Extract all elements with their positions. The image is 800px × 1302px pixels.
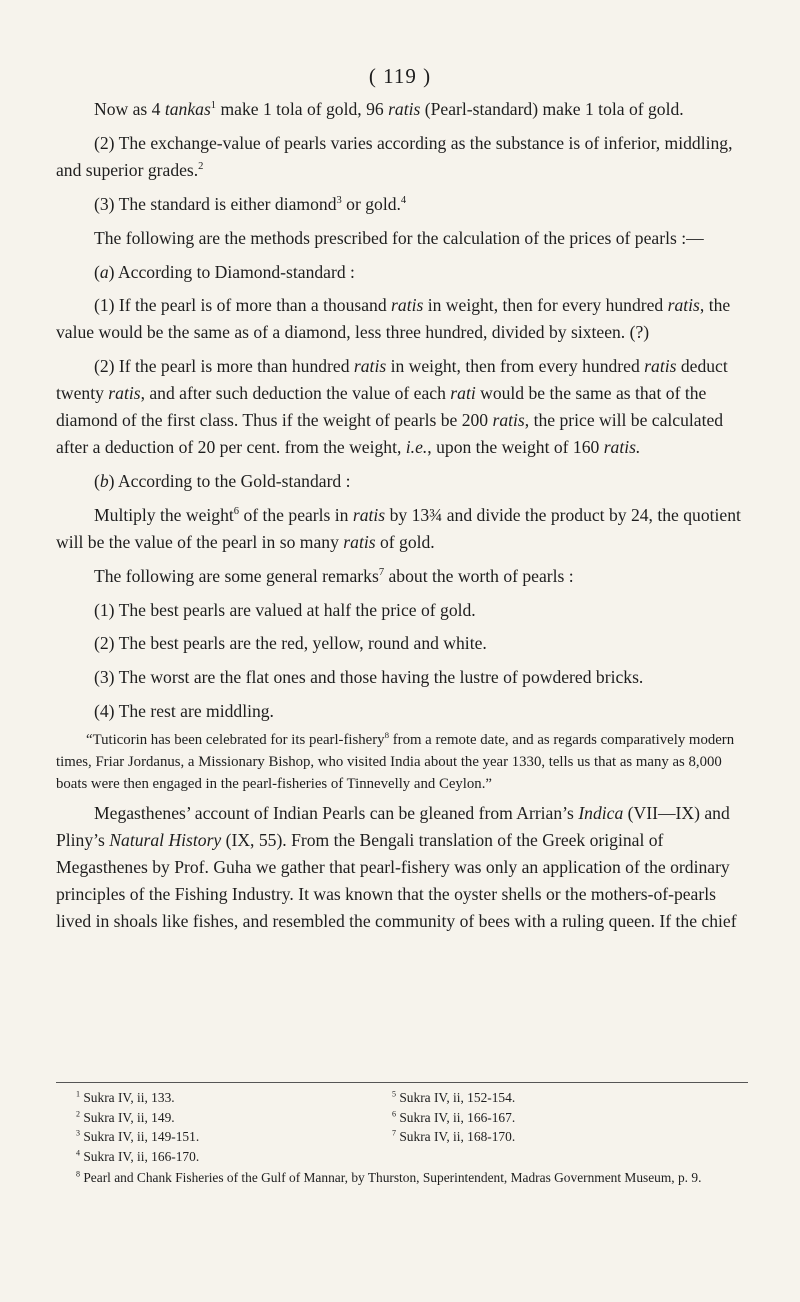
footnotes-right-column (392, 1088, 748, 1166)
list-item (56, 698, 748, 725)
text-run: from a remote date, and as regards comparatively modern times, Friar Jordanus, a Missionary Bishop, who visited India about the year 1330, tells us that as many as 8,000 boats were then engaged in the pearl-fisheries of Tinnevelly and Ceylon.” (56, 732, 735, 793)
footnote-marker: 8 (384, 730, 390, 741)
footnote-marker: 7 (378, 566, 385, 578)
text-run: The following are the methods prescribed for the calculation of the prices of pearls :— (94, 227, 704, 248)
section-heading (56, 468, 748, 495)
footnote-number: 3 (76, 1128, 81, 1138)
italic-term: ratis (644, 356, 677, 377)
footnote (392, 1108, 748, 1128)
footnote (76, 1088, 392, 1108)
text-run: of the pearls in (239, 504, 353, 525)
text-run: (2) The exchange-value of pearls varies according as the substance is of inferior, middling, and superior grades. (56, 132, 733, 180)
footnote-number: 1 (76, 1089, 81, 1099)
footnote-text: Pearl and Chank Fisheries of the Gulf of Mannar, by Thurston, Superintendent, Madras Government Museum, p. 9. (80, 1170, 702, 1185)
text-run: (IX, 55). From the Bengali translation of the Greek original of Megasthenes by Prof. Guha we gather that pearl-fishery was only an application of the ordinary principles of the Fishing Industry. It was known that the oyster shells or the mothers-of-pearls lived in shoals like fishes, and resembled the community of bees with a ruling queen. If the chief (56, 830, 737, 931)
text-run: in weight, then from every hundred (386, 356, 645, 377)
text-run: about the worth of pearls : (384, 565, 574, 586)
list-item (56, 630, 748, 657)
footnote-number: 8 (76, 1169, 81, 1179)
list-item (56, 597, 748, 624)
footnotes-left-column (56, 1088, 392, 1166)
paragraph (56, 225, 748, 252)
footnote-marker: 6 (233, 505, 240, 517)
footnote-text: Sukra IV, ii, 133. (80, 1090, 175, 1105)
text-run: of gold. (375, 531, 435, 552)
footnote-text: Sukra IV, ii, 166-167. (396, 1109, 516, 1125)
text-run: (1) If the pearl is of more than a thousand (94, 295, 392, 316)
text-run: by 13¾ and divide the product by 24, the quotient will be the value of the pearl in so many (56, 504, 741, 552)
italic-term: ratis (667, 295, 700, 316)
italic-term: i.e. (405, 436, 428, 457)
paragraph (56, 130, 748, 184)
text-run: , upon the weight of 160 (427, 436, 604, 457)
page-number: ( 119 ) (368, 64, 432, 88)
footnote-number: 6 (392, 1109, 397, 1119)
italic-term: ratis (388, 99, 421, 119)
paragraph (56, 191, 748, 218)
section-heading (56, 259, 748, 286)
footnote-text: Sukra IV, ii, 168-170. (396, 1129, 516, 1144)
text-run: (3) The worst are the flat ones and those having the lustre of powdered bricks. (94, 667, 644, 688)
footnote-wide (56, 1168, 748, 1188)
paragraph (56, 563, 748, 590)
italic-term: ratis (353, 356, 387, 377)
text-run: Multiply the weight (94, 504, 234, 525)
text-run: ( (94, 470, 100, 491)
text-run: make 1 tola of gold, 96 (216, 99, 389, 119)
text-run: The following are some general remarks (94, 565, 379, 586)
text-run: “Tuticorin has been celebrated for its pearl-fishery (86, 732, 385, 749)
italic-term: ratis. (603, 436, 641, 457)
text-run: (3) The standard is either diamond (94, 193, 337, 214)
italic-term: Indica (578, 803, 624, 824)
italic-term: ratis (492, 410, 525, 431)
text-run: ( (94, 261, 100, 282)
footnote-text: Sukra IV, ii, 166-170. (80, 1148, 200, 1164)
footnote-number: 2 (76, 1109, 81, 1119)
paragraph (56, 353, 748, 461)
footnote-text: Sukra IV, ii, 152-154. (396, 1090, 516, 1105)
footnote (392, 1127, 748, 1147)
footnote-marker: 2 (198, 160, 204, 172)
italic-term: ratis (352, 504, 386, 525)
footnotes (56, 1088, 748, 1188)
block-quote (56, 729, 748, 795)
italic-term: a (99, 261, 109, 282)
text-run: (1) The best pearls are valued at half the price of gold. (94, 599, 476, 620)
footnote (392, 1088, 748, 1108)
footnote-text: Sukra IV, ii, 149. (80, 1109, 175, 1125)
italic-term: ratis (391, 295, 424, 316)
footnote-marker: 1 (210, 100, 217, 112)
italic-term: ratis (108, 383, 141, 404)
footnote-rule (56, 1082, 748, 1083)
paragraph (56, 800, 748, 935)
italic-term: rati (450, 383, 476, 404)
italic-term: b (99, 470, 109, 491)
text-run: , and after such deduction the value of each (140, 383, 451, 404)
text-run: Megasthenes’ account of Indian Pearls can be gleaned from Arrian’s (94, 803, 579, 824)
text-run: (2) The best pearls are the red, yellow, round and white. (94, 633, 487, 654)
text-run: would be the same as that of the diamond of the first class. Thus if the weight of pearls be 200 (56, 383, 707, 431)
italic-term: ratis (343, 531, 376, 552)
footnote-number: 7 (392, 1128, 397, 1138)
list-item (56, 664, 748, 691)
footnote-text: Sukra IV, ii, 149-151. (80, 1129, 200, 1144)
footnote-marker: 4 (400, 194, 407, 206)
paragraph (56, 292, 748, 346)
body-text (56, 96, 748, 935)
text-run: (2) If the pearl is more than hundred (94, 356, 354, 377)
footnote-number: 4 (76, 1148, 81, 1158)
text-run: (VII—IX) and Pliny’s (56, 803, 730, 851)
text-run: (Pearl-standard) make 1 tola of gold. (420, 99, 684, 119)
text-run: ) According to Diamond-standard : (108, 261, 355, 282)
italic-term: Natural History (109, 830, 222, 851)
text-run: (4) The rest are middling. (94, 701, 274, 722)
text-run: , the value would be the same as of a diamond, less three hundred, divided by sixteen. (?) (56, 295, 731, 343)
footnote-number: 5 (392, 1089, 397, 1099)
text-run: Now as 4 (94, 99, 165, 119)
text-run: ) According to the Gold-standard : (108, 470, 351, 491)
footnote (76, 1147, 392, 1167)
paragraph (56, 502, 748, 556)
text-run: deduct twenty (56, 356, 728, 404)
text-run: in weight, then for every hundred (423, 295, 668, 316)
text-run: , the price will be calculated after a deduction of 20 per cent. from the weight, (56, 410, 724, 457)
footnote (76, 1108, 392, 1128)
text-run: or gold. (341, 193, 401, 214)
footnote (76, 1127, 392, 1147)
paragraph (56, 96, 748, 123)
footnote-marker: 3 (336, 194, 342, 206)
italic-term: tankas (164, 99, 211, 119)
